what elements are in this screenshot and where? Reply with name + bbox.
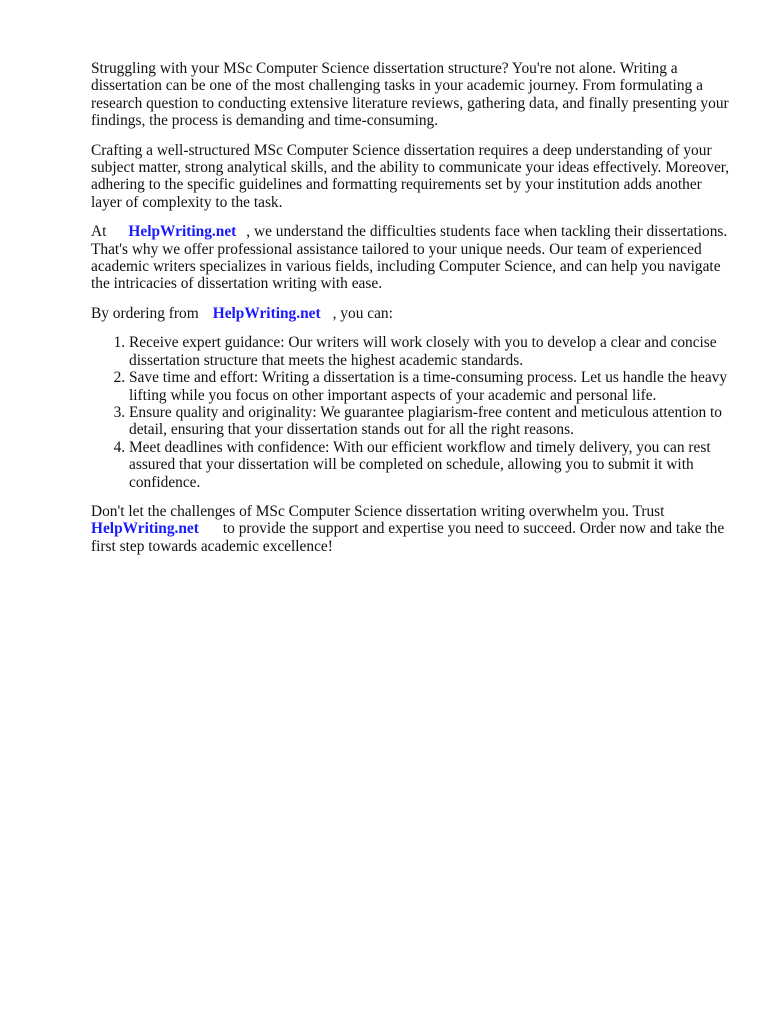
ordering-paragraph [91,305,731,322]
complexity-paragraph: Crafting a well-structured MSc Computer Science dissertation requires a deep understanding of your subject matter, strong analytical skills, and the ability to communicate your ideas effectively. Moreover, adhering to the specific guidelines and formatting requirements set by your institution adds another layer of complexity to the task. [91,141,730,211]
benefits-list [91,334,731,491]
list-item: 4. Meet deadlines with confidence: With our efficient workflow and timely delivery, you can rest assured that your dissertation will be completed on schedule, allowing you to submit it with confidence. [129,439,731,491]
intro-paragraph: Struggling with your MSc Computer Science dissertation structure? You're not alone. Writing a dissertation can be one of the most challenging tasks in your academic journey. From formulating a research question to conducting extensive literature reviews, gathering data, and finally presenting your findings, the process is demanding and time-consuming. [91,60,729,130]
closing-paragraph [91,503,731,555]
service-paragraph [91,223,731,293]
service-paragraph-body: , we understand the difficulties students face when tackling their dissertations. That's why we offer professional assistance tailored to your unique needs. Our team of experienced academic writers specializes in various fields, including Computer Science, and can help you navigate the intricacies of dissertation writing with ease. [91,223,728,293]
list-item: 1. Receive expert guidance: Our writers will work closely with you to develop a clear and concise dissertation structure that meets the highest academic standards. [129,334,731,369]
closing-paragraph-tail: to provide the support and expertise you need to succeed. Order now and take the first step towards academic excellence! [91,520,725,555]
list-item: 3. Ensure quality and originality: We guarantee plagiarism-free content and meticulous attention to detail, ensuring that your dissertation stands out for all the right reasons. [129,404,731,439]
ordering-paragraph-tail: , you can: [332,304,393,322]
document-page [91,60,731,567]
list-item: 2. Save time and effort: Writing a dissertation is a time-consuming process. Let us handle the heavy lifting while you focus on other important aspects of your academic and personal life. [129,369,731,404]
closing-paragraph-lead: Don't let the challenges of MSc Computer Science dissertation writing overwhelm you. Trust [91,502,665,520]
ordering-paragraph-lead: By ordering from [91,304,199,322]
helpwriting-link[interactable]: HelpWriting.net [212,304,321,322]
service-paragraph-lead: At [91,223,107,241]
helpwriting-link[interactable]: HelpWriting.net [91,520,199,538]
helpwriting-link[interactable]: HelpWriting.net [128,223,237,241]
